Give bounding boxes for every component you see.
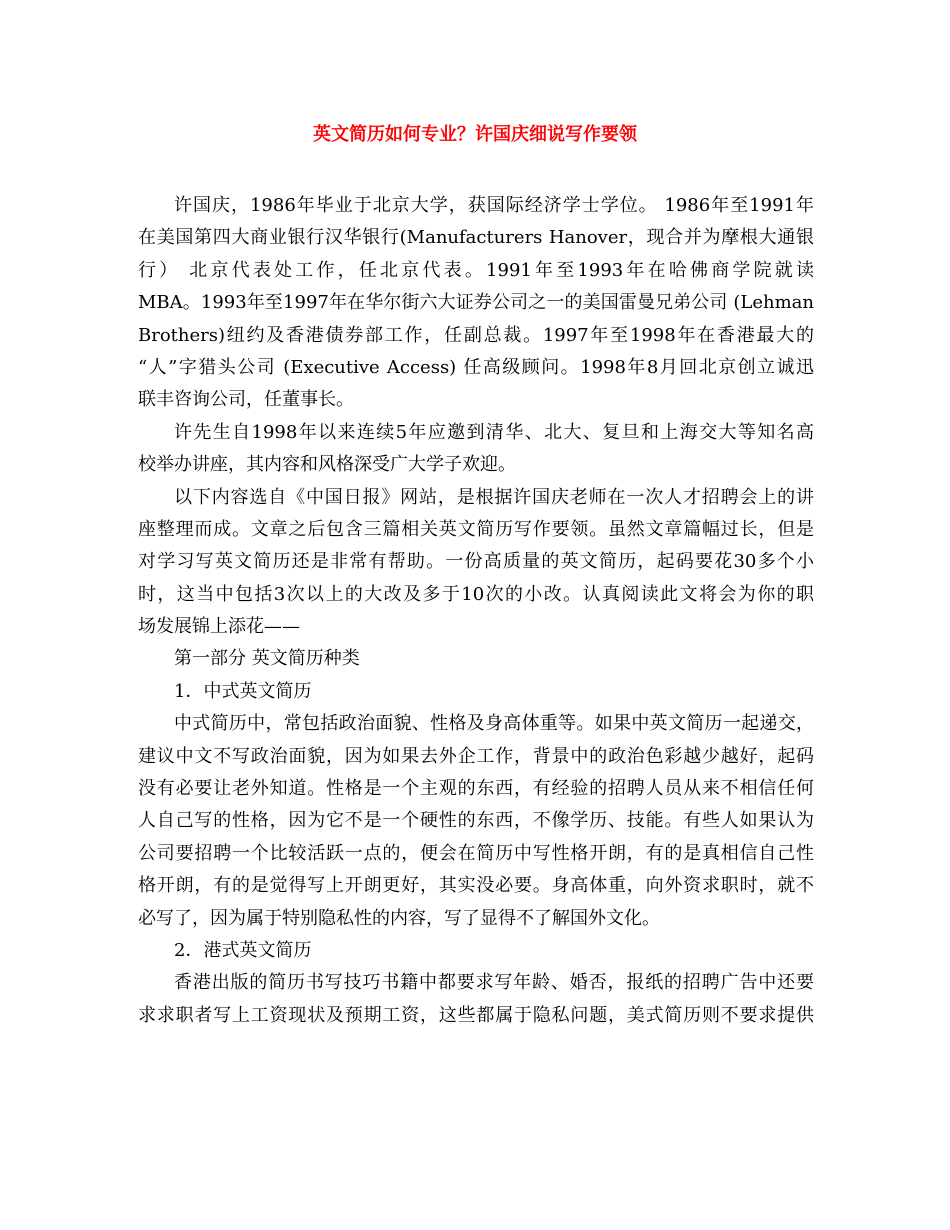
body-line: 对学习写英文简历还是非常有帮助。一份高质量的英文简历，起码要花30多个小 (138, 551, 814, 573)
body-line: 公司要招聘一个比较活跃一点的，便会在简历中写性格开朗，有的是真相信自己性 (138, 842, 814, 864)
body-line: 没有必要让老外知道。性格是一个主观的东西，有经验的招聘人员从来不相信任何 (138, 778, 814, 800)
body-line: 联丰咨询公司，任董事长。 (138, 389, 354, 411)
subsection-heading: 2．港式英文简历 (174, 939, 312, 961)
body-line: 座整理而成。文章之后包含三篇相关英文简历写作要领。虽然文章篇幅过长，但是 (138, 518, 814, 540)
body-line: 场发展锦上添花—— (138, 616, 300, 638)
body-line: 建议中文不写政治面貌，因为如果去外企工作，背景中的政治色彩越少越好，起码 (138, 745, 814, 767)
document-body (138, 190, 814, 1032)
body-line: 人自己写的性格，因为它不是一个硬性的东西，不像学历、技能。有些人如果认为 (138, 810, 814, 832)
document-title: 英文简历如何专业？许国庆细说写作要领 (313, 124, 637, 145)
body-line: 在美国第四大商业银行汉华银行(Manufacturers Hanover，现合并为摩根大通银 (138, 227, 814, 249)
body-line: 必写了，因为属于特别隐私性的内容，写了显得不了解国外文化。 (138, 907, 660, 929)
body-line: 香港出版的简历书写技巧书籍中都要求写年龄、婚否，报纸的招聘广告中还要 (174, 972, 814, 994)
body-line: 许先生自1998年以来连续5年应邀到清华、北大、复旦和上海交大等知名高 (174, 421, 814, 443)
body-line: 求求职者写上工资现状及预期工资，这些都属于隐私问题，美式简历则不要求提供 (138, 1004, 814, 1026)
body-line: 中式简历中，常包括政治面貌、性格及身高体重等。如果中英文简历一起递交， (174, 713, 814, 735)
body-line: 行） 北京代表处工作，任北京代表。1991年至1993年在哈佛商学院就读 (138, 259, 814, 281)
body-line: 时，这当中包括3次以上的大改及多于10次的小改。认真阅读此文将会为你的职 (138, 583, 814, 605)
subsection-heading: 1．中式英文简历 (174, 680, 312, 702)
body-line: 许国庆，1986年毕业于北京大学，获国际经济学士学位。 1986年至1991年 (174, 195, 814, 216)
section-heading: 第一部分 英文简历种类 (174, 648, 360, 670)
body-line: “人”字猎头公司 (Executive Access) 任高级顾问。1998年8月回北京创立诚迅 (138, 356, 814, 378)
body-line: MBA。1993年至1997年在华尔街六大证券公司之一的美国雷曼兄弟公司 (Lehman (138, 292, 814, 314)
body-line: Brothers)纽约及香港债券部工作，任副总裁。1997年至1998年在香港最大的 (138, 324, 814, 346)
body-line: 格开朗，有的是觉得写上开朗更好，其实没必要。身高体重，向外资求职时，就不 (138, 875, 814, 897)
body-line: 校举办讲座，其内容和风格深受广大学子欢迎。 (138, 454, 516, 476)
body-line: 以下内容选自《中国日报》网站，是根据许国庆老师在一次人才招聘会上的讲 (174, 486, 814, 508)
